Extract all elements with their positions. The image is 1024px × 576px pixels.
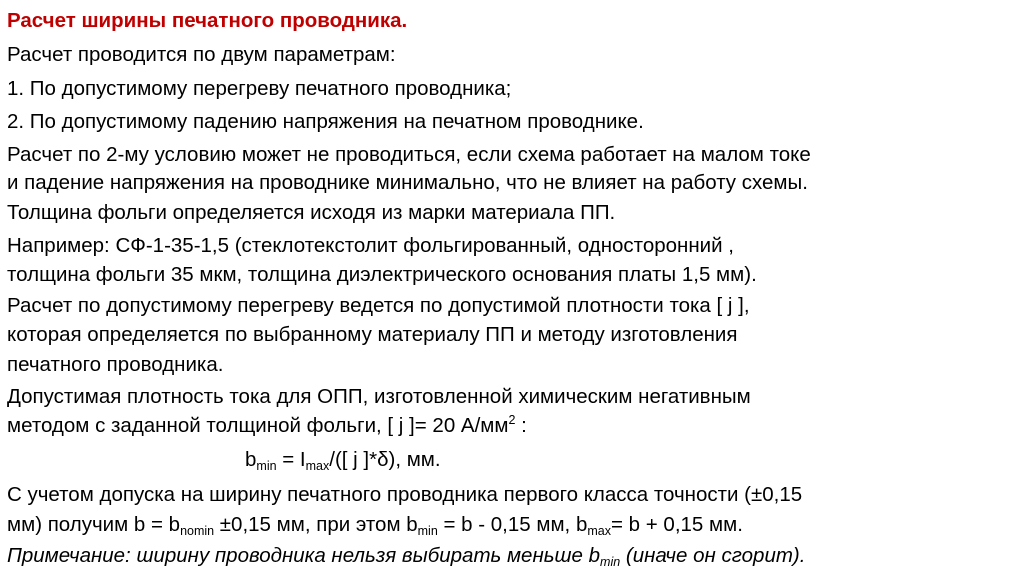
text-line: толщина фольги 35 мкм, толщина диэлектрического основания платы 1,5 мм). <box>7 263 757 286</box>
tolerance-line: С учетом допуска на ширину печатного проводника первого класса точности (±0,15 <box>7 483 803 506</box>
text-line: Расчет по допустимому перегреву ведется по допустимой плотности тока [ j ], <box>7 294 750 317</box>
text-line: Допустимая плотность тока для ОПП, изготовленной химическим негативным <box>7 385 751 408</box>
note-line <box>7 543 805 569</box>
text-line: Например: СФ-1-35-1,5 (стеклотекстолит фольгированный, односторонний , <box>7 234 734 257</box>
formula-b: b <box>245 448 257 471</box>
slide-title: Расчет ширины печатного проводника. <box>7 9 408 32</box>
text-line: 1. По допустимому перегреву печатного проводника; <box>7 77 512 100</box>
formula-b-subscript: min <box>256 459 277 473</box>
density-unit-superscript: 2 <box>508 413 516 427</box>
result-part: ±0,15 мм, при этом b <box>214 513 418 536</box>
note-text: (иначе он сгорит). <box>620 544 806 567</box>
text-line: Расчет проводится по двум параметрам: <box>7 43 396 66</box>
b-min-subscript: min <box>417 524 438 538</box>
text-line: печатного проводника. <box>7 353 224 376</box>
text-line: Толщина фольги определяется исходя из марки материала ПП. <box>7 201 616 224</box>
result-part: = b + 0,15 мм. <box>610 513 743 536</box>
formula-eq: = I <box>276 448 306 471</box>
formula-rest: /([ j ]*δ), мм. <box>329 448 441 471</box>
result-part: мм) получим b = b <box>7 513 181 536</box>
note-b-min-subscript: min <box>600 555 621 569</box>
text-line: Расчет по 2-му условию может не проводиться, если схема работает на малом токе <box>7 143 811 166</box>
b-nomin-subscript: nomin <box>180 524 215 538</box>
text-line: и падение напряжения на проводнике минимально, что не влияет на работу схемы. <box>7 171 808 194</box>
b-max-subscript: max <box>587 524 611 538</box>
width-formula <box>245 447 441 473</box>
formula-i-subscript: max <box>305 459 330 473</box>
tolerance-result-line <box>7 512 743 538</box>
density-text: методом с заданной толщиной фольги, [ j ]= 20 А/мм <box>7 414 509 437</box>
note-text: Примечание: ширину проводника нельзя выбирать меньше b <box>7 544 601 567</box>
text-line: 2. По допустимому падению напряжения на печатном проводнике. <box>7 110 644 133</box>
result-part: = b - 0,15 мм, b <box>437 513 588 536</box>
current-density-line <box>7 413 527 439</box>
text-line: которая определяется по выбранному материалу ПП и методу изготовления <box>7 323 738 346</box>
density-tail: : <box>515 414 527 437</box>
